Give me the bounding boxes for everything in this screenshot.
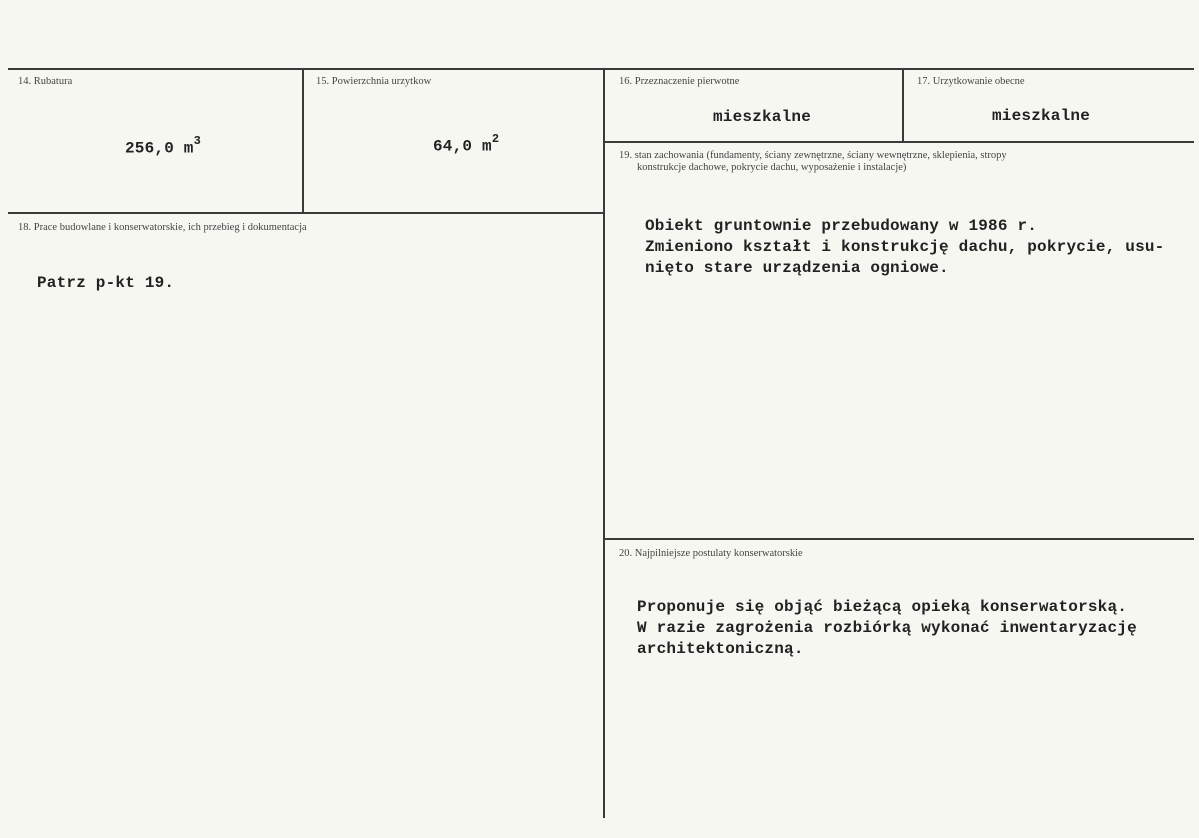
field-15-unit-exponent: 2 bbox=[491, 132, 500, 146]
column-divider-center bbox=[603, 68, 605, 818]
top-border-line bbox=[8, 68, 1194, 70]
field-16-label: 16. Przeznaczenie pierwotne bbox=[619, 76, 740, 87]
field-20-line-1: Proponuje się objąć bieżącą opieką konserwatorską. bbox=[637, 598, 1128, 616]
field-19-label-line-2: konstrukcje dachowe, pokrycie dachu, wyposażenie i instalacje) bbox=[637, 162, 907, 173]
field-18-value: Patrz p-kt 19. bbox=[37, 274, 175, 292]
field-19-line-3: nięto stare urządzenia ogniowe. bbox=[645, 259, 949, 277]
field-14-label: 14. Rubatura bbox=[18, 76, 73, 87]
field-18-label: 18. Prace budowlane i konserwatorskie, ich przebieg i dokumentacja bbox=[18, 222, 307, 233]
field-19-label-line-1: 19. stan zachowania (fundamenty, ściany zewnętrzne, ściany wewnętrzne, sklepienia, stropy bbox=[619, 150, 1007, 161]
field-20-text bbox=[637, 597, 1137, 660]
row-divider-16-17 bbox=[604, 141, 1194, 143]
field-14-value bbox=[125, 136, 201, 157]
column-divider-right bbox=[902, 68, 904, 141]
field-14-unit-exponent: 3 bbox=[193, 134, 202, 148]
field-20-line-2: W razie zagrożenia rozbiórką wykonać inwentaryzację bbox=[637, 619, 1137, 637]
field-17-label: 17. Urzytkowanie obecne bbox=[917, 76, 1025, 87]
field-19-text bbox=[645, 216, 1164, 279]
field-17-value: mieszkalne bbox=[992, 107, 1091, 125]
column-divider-left bbox=[302, 68, 304, 212]
field-20-line-3: architektoniczną. bbox=[637, 640, 804, 658]
field-20-label: 20. Najpilniejsze postulaty konserwatorskie bbox=[619, 548, 803, 559]
field-15-label: 15. Powierzchnia urzytkow bbox=[316, 76, 432, 87]
field-15-number: 64,0 m bbox=[433, 137, 492, 156]
field-14-number: 256,0 m bbox=[125, 139, 194, 158]
field-16-value: mieszkalne bbox=[713, 108, 812, 126]
row-divider-14-15 bbox=[8, 212, 604, 214]
field-19-line-2: Zmieniono kształt i konstrukcję dachu, pokrycie, usu- bbox=[645, 238, 1165, 256]
field-19-line-1: Obiekt gruntownie przebudowany w 1986 r. bbox=[645, 217, 1038, 235]
field-15-value bbox=[433, 134, 499, 155]
row-divider-19-20 bbox=[604, 538, 1194, 540]
